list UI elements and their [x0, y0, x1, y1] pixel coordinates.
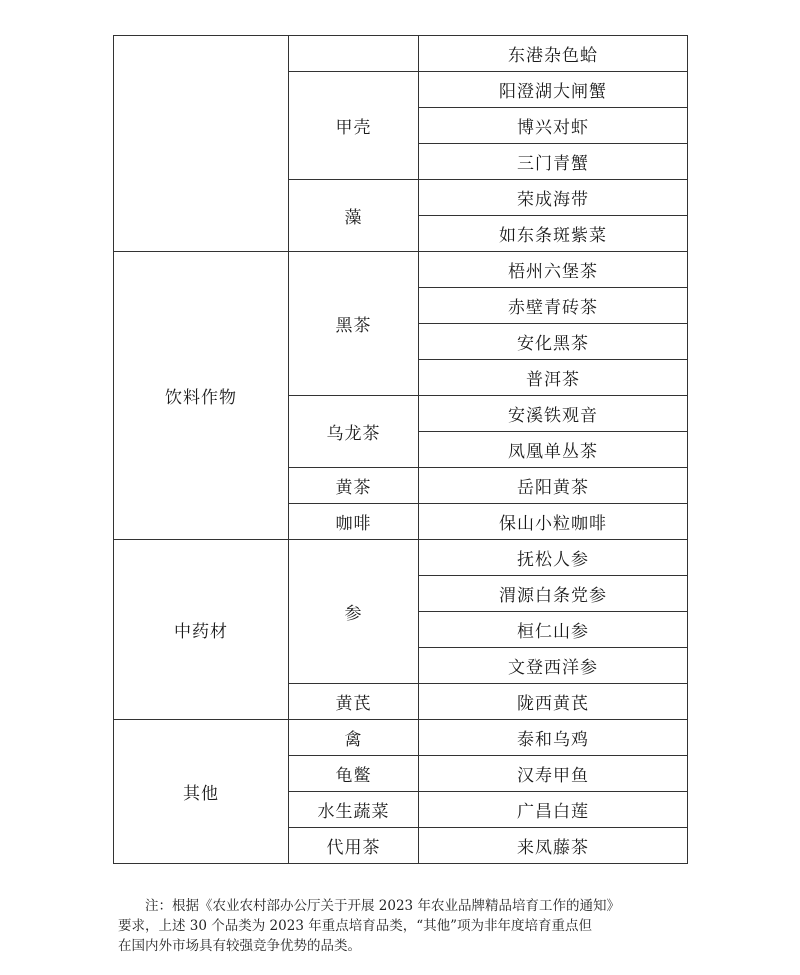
- subcategory-cell: 乌龙茶: [289, 396, 419, 468]
- product-cell: 凤凰单丛茶: [419, 432, 688, 468]
- product-cell: 文登西洋参: [419, 648, 688, 684]
- table-row: [114, 36, 688, 72]
- footnote-line-1: 注：根据《农业农村部办公厅关于开展 2023 年农业品牌精品培育工作的通知》: [145, 898, 620, 914]
- category-cell: 中药材: [114, 540, 289, 720]
- product-cell: 抚松人参: [419, 540, 688, 576]
- footnote-line-3: 在国内外市场具有较强竞争优势的品类。: [118, 938, 361, 954]
- product-cell: 荣成海带: [419, 180, 688, 216]
- product-cell: 安溪铁观音: [419, 396, 688, 432]
- product-cell: 普洱茶: [419, 360, 688, 396]
- category-cell: 其他: [114, 720, 289, 864]
- subcategory-cell: 黑茶: [289, 252, 419, 396]
- product-cell: 梧州六堡茶: [419, 252, 688, 288]
- category-cell: [114, 36, 289, 252]
- product-cell: 陇西黄芪: [419, 684, 688, 720]
- product-cell: 汉寿甲鱼: [419, 756, 688, 792]
- subcategory-cell: 参: [289, 540, 419, 684]
- subcategory-cell: 甲壳: [289, 72, 419, 180]
- product-cell: 赤壁青砖茶: [419, 288, 688, 324]
- product-cell: 阳澄湖大闸蟹: [419, 72, 688, 108]
- product-cell: 博兴对虾: [419, 108, 688, 144]
- table-row: [114, 252, 688, 288]
- subcategory-cell: 代用茶: [289, 828, 419, 864]
- table-body: [114, 36, 688, 864]
- product-cell: 东港杂色蛤: [419, 36, 688, 72]
- table-row: [114, 720, 688, 756]
- brand-category-table: [113, 35, 688, 864]
- footnote-line-2: 要求，上述 30 个品类为 2023 年重点培育品类，“其他”项为非年度培育重点但: [118, 918, 593, 934]
- footnote: [118, 896, 690, 956]
- product-cell: 来凤藤茶: [419, 828, 688, 864]
- product-cell: 岳阳黄茶: [419, 468, 688, 504]
- category-cell: 饮料作物: [114, 252, 289, 540]
- subcategory-cell: 水生蔬菜: [289, 792, 419, 828]
- subcategory-cell: 黄茶: [289, 468, 419, 504]
- subcategory-cell: 禽: [289, 720, 419, 756]
- subcategory-cell: 藻: [289, 180, 419, 252]
- product-cell: 广昌白莲: [419, 792, 688, 828]
- product-cell: 桓仁山参: [419, 612, 688, 648]
- product-cell: 保山小粒咖啡: [419, 504, 688, 540]
- subcategory-cell: 咖啡: [289, 504, 419, 540]
- product-cell: 安化黑茶: [419, 324, 688, 360]
- product-cell: 三门青蟹: [419, 144, 688, 180]
- subcategory-cell: [289, 36, 419, 72]
- product-cell: 渭源白条党参: [419, 576, 688, 612]
- subcategory-cell: 龟鳖: [289, 756, 419, 792]
- product-cell: 泰和乌鸡: [419, 720, 688, 756]
- product-cell: 如东条斑紫菜: [419, 216, 688, 252]
- subcategory-cell: 黄芪: [289, 684, 419, 720]
- table-row: [114, 540, 688, 576]
